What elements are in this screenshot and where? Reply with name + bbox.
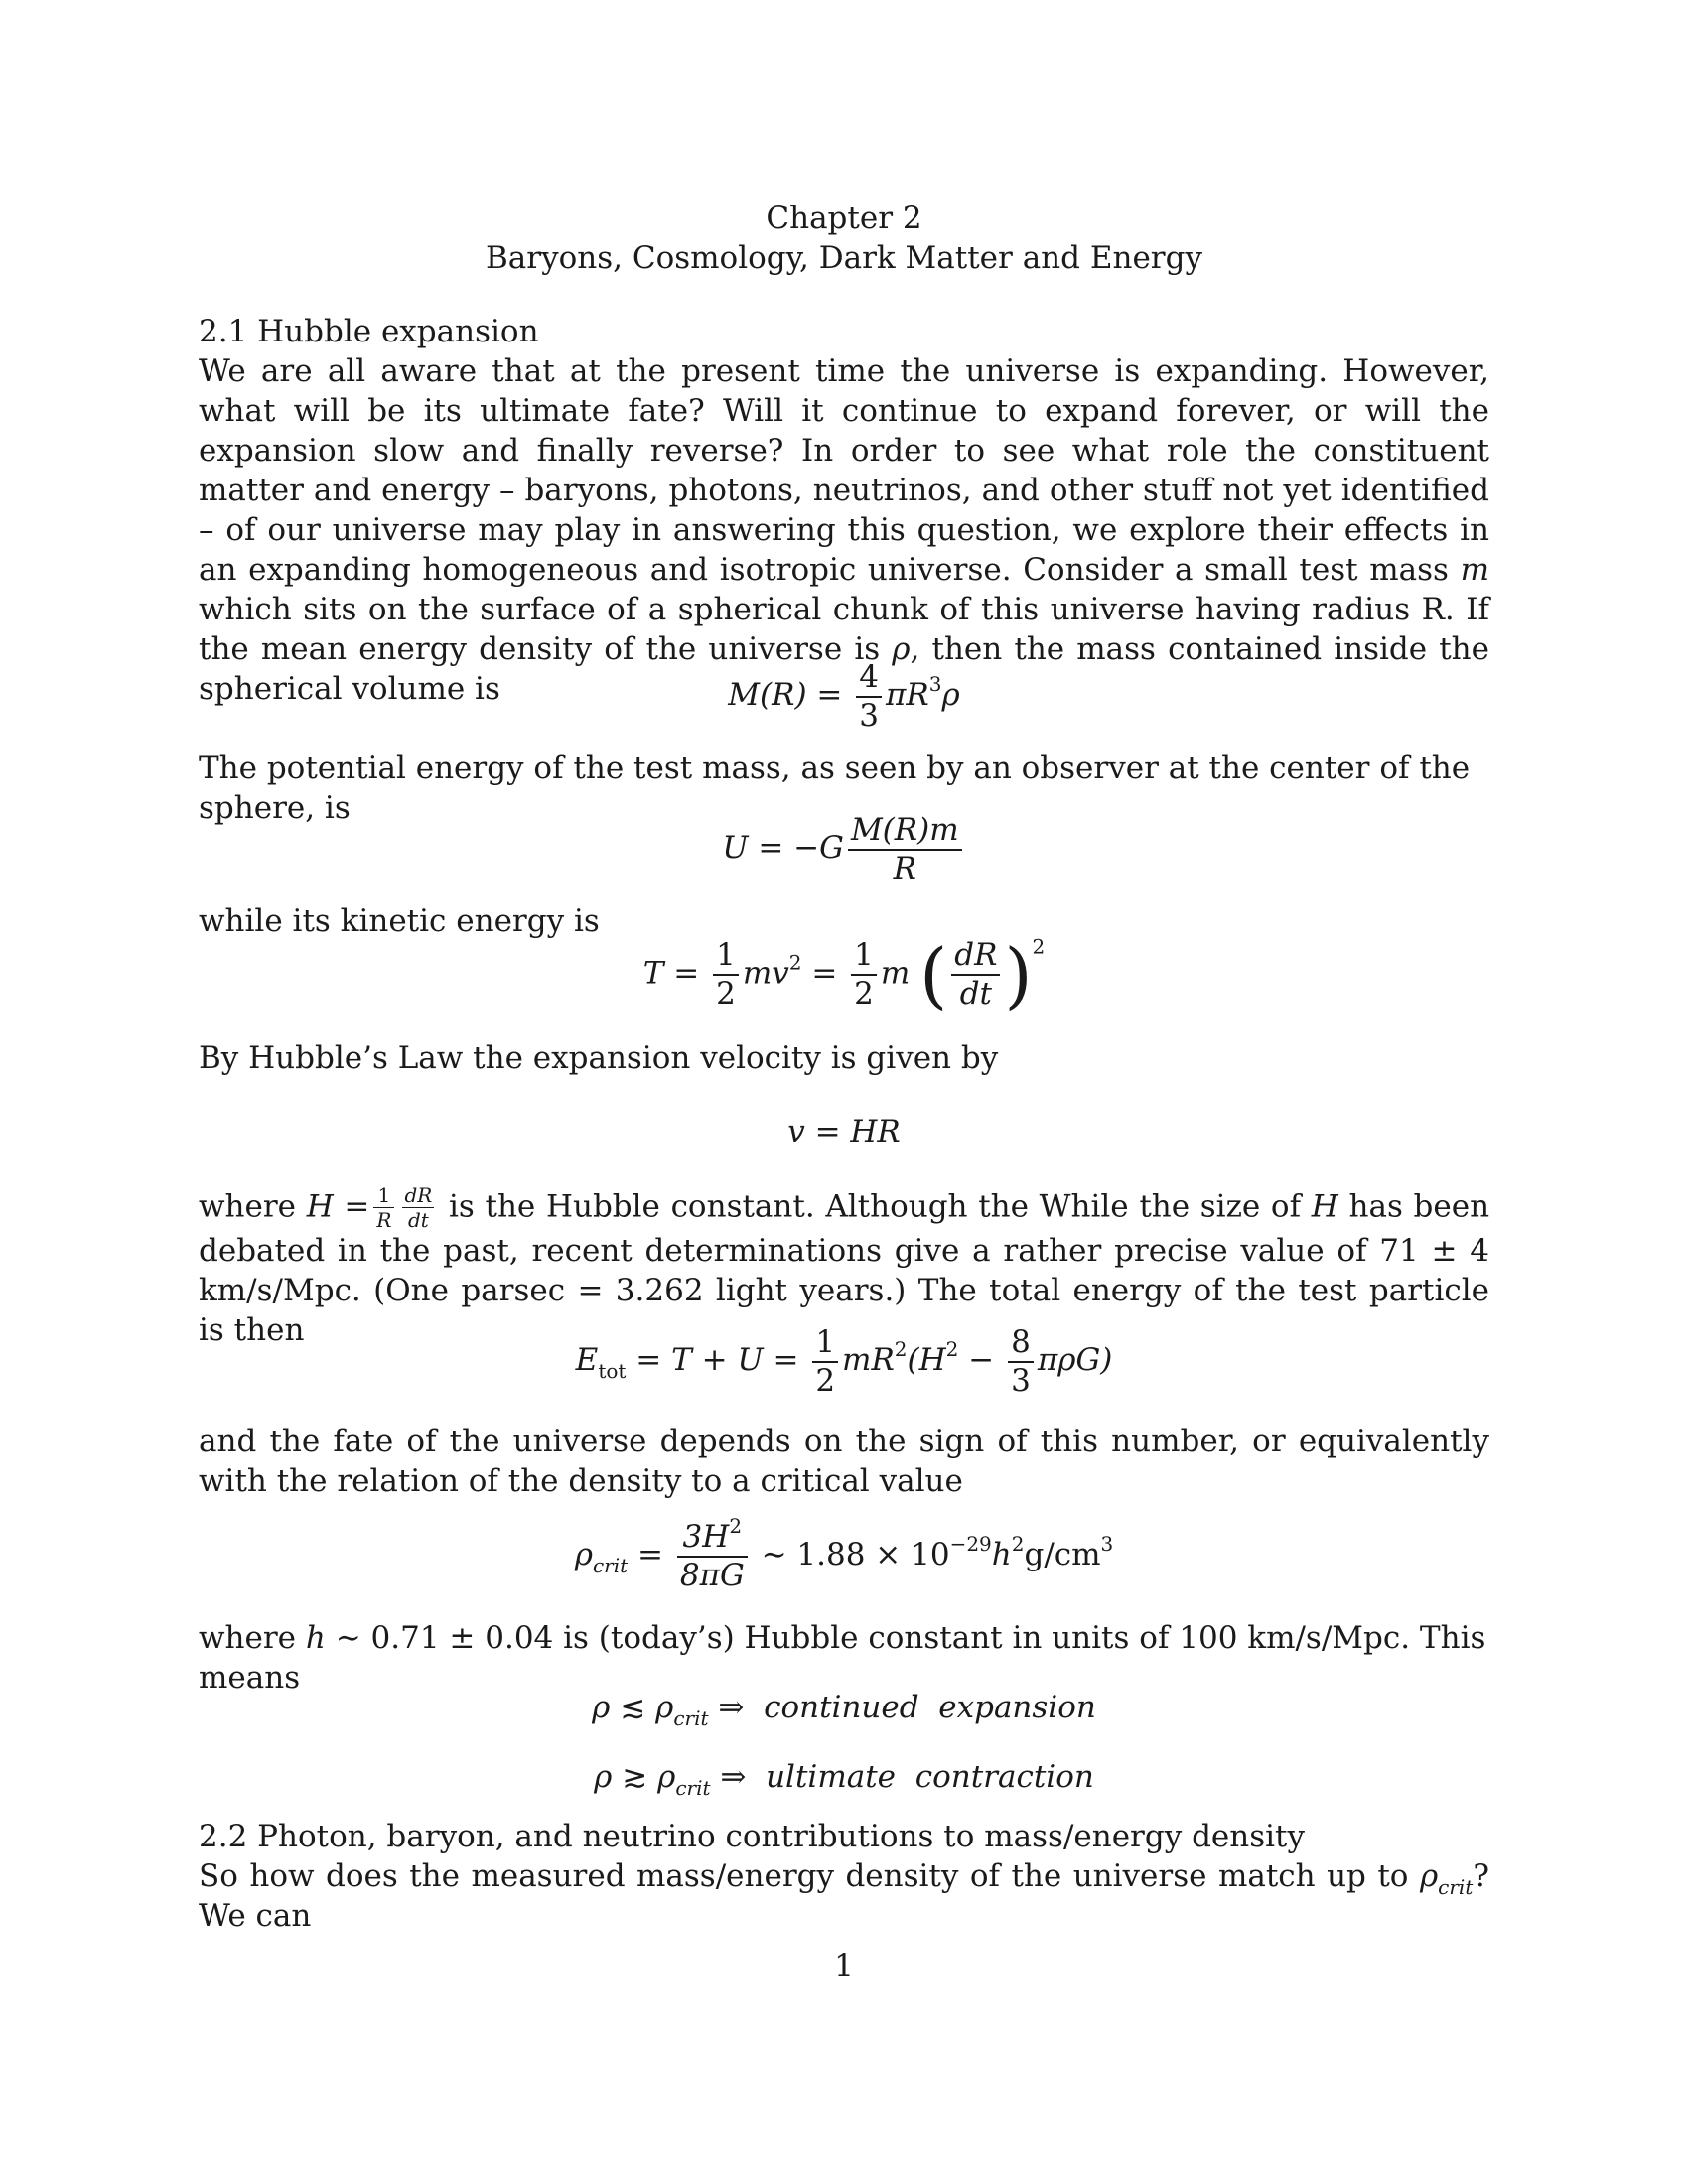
equation-mass: M(R) = $\frac{4}{3}$ $\pi R^3\rho$ [728,659,960,734]
equation-critical-density: $\rho_{crit}$ = $\frac{3H^2}{8\pi G}$ ∼ $1.88 \times 10^{-29}h^2g/cm^3$ [574,1514,1114,1593]
condition-contraction: ρ ≳ $\rho_{crit}$ ⇒ ultimate contraction [594,1759,1094,1800]
fate-paragraph: and the fate of the universe depends on the sign of this number, or equivalently with the relation of the density to a critical value [199,1424,1489,1499]
equation-kinetic: T = $\frac{1}{2}$ $mv^2$ = $\frac{1}{2}$ m ( $\frac{dR}{dt}$ )$^2$ [642,933,1046,1017]
equation-potential: U = −G $\frac{M(R)m}{R}$ [0,814,1688,885]
kinetic-paragraph: while its kinetic energy is [199,903,600,939]
page-number: 1 [834,1948,854,1983]
hubble-units-paragraph: where h ∼ 0.71 ± 0.04 is (today’s) Hubble constant in units of 100 km/s/Mpc. This means [199,1620,1486,1696]
section-heading-2-2: 2.2 Photon, baryon, and neutrino contributions to mass/energy density [199,1819,1306,1854]
intro-paragraph: We are all aware that at the present time the universe is expanding. However, what will be its ultimate fate? Will it continue to expand forever, or will the expansion slow and finally reverse? In order to see what role the constituent matter and energy – baryons, photons, neutrinos, and other stuff not yet identified – of our universe may play in answering this question, we explore their effects in an expanding homogeneous and isotropic universe. Consider a small test mass m which sits on the surface of a spherical chunk of this universe having radius R. If the mean energy density of the universe is ρ, then the mass contained inside the spherical volume is [199,353,1490,707]
hubble-law-paragraph: By Hubble’s Law the expansion velocity is given by [199,1040,999,1076]
section-heading-2-1: 2.1 Hubble expansion [199,314,539,349]
chapter-number: Chapter 2 [766,201,922,236]
equation-hubble-law: v = HR [787,1114,901,1150]
condition-expansion: ρ ≲ $\rho_{crit}$ ⇒ continued expansion [592,1690,1096,1730]
chapter-title: Baryons, Cosmology, Dark Matter and Energy [486,240,1202,276]
section-2-2-paragraph: So how does the measured mass/energy density of the universe match up to $\rho_{crit}$? We can [199,1858,1489,1934]
potential-paragraph: The potential energy of the test mass, as seen by an observer at the center of the sphere, is [199,751,1471,826]
hubble-constant-paragraph: where H = $\frac{1}{R}$ $\frac{dR}{dt}$ is the Hubble constant. Although the While the size of H has been debated in the past, recent determinations give a rather precise value of 71 ± 4 km/s/Mpc. (One parsec = 3.262 light years.) The total energy of the test particle is then [199,1183,1490,1348]
equation-total-energy: $E_{tot} = T + U$ = $\frac{1}{2}$ $mR^2(H^2$ − $\frac{8}{3}$ πρG) [575,1324,1113,1399]
